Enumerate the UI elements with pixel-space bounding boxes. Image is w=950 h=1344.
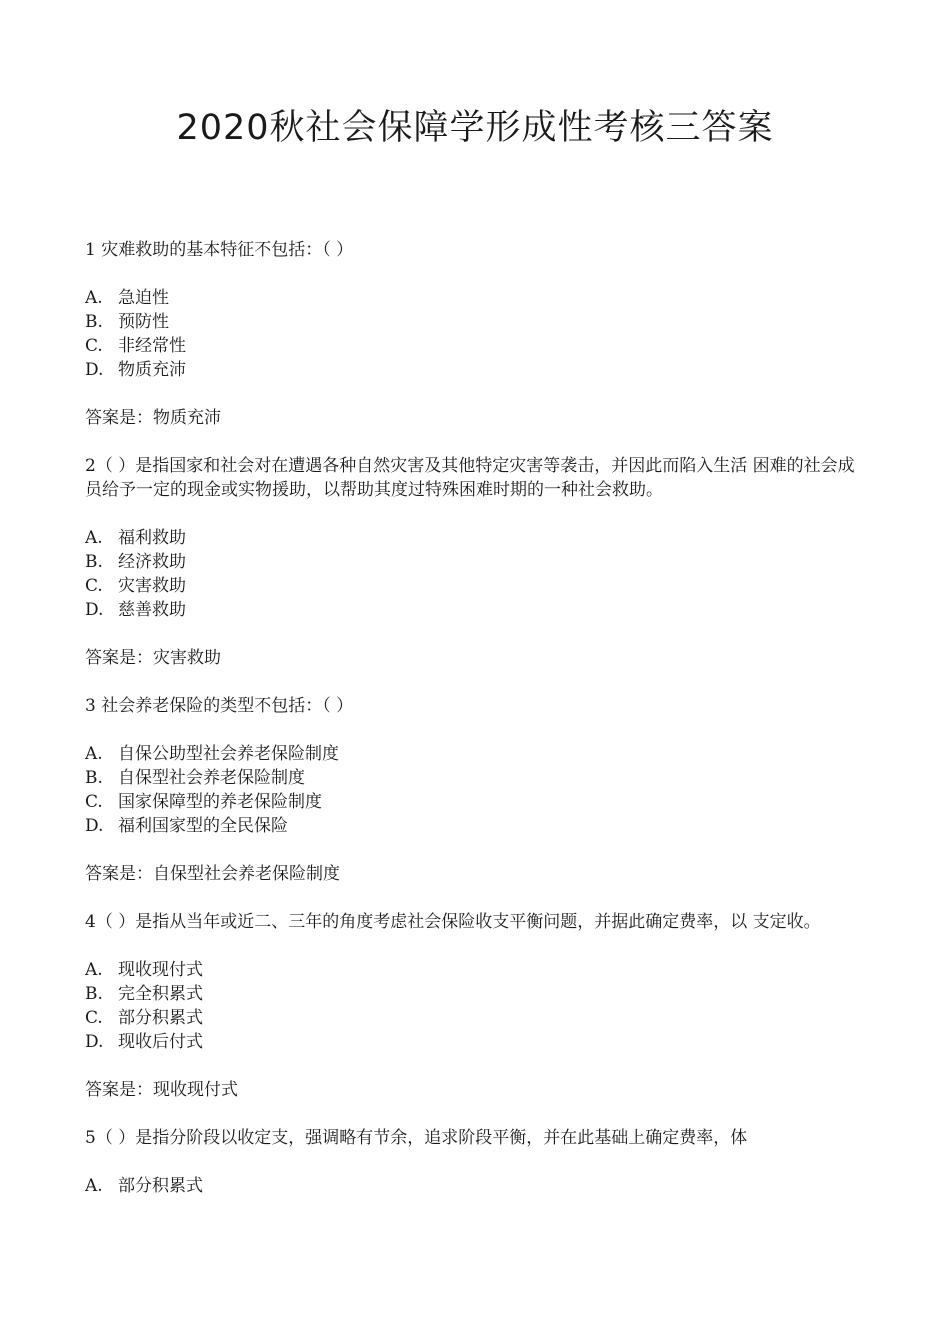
option-text: 物质充沛 — [118, 360, 186, 380]
option-key: A. — [85, 528, 103, 548]
option-list — [85, 1174, 867, 1198]
option-text: 现收后付式 — [118, 1032, 203, 1052]
option-key: B. — [85, 768, 103, 788]
option-list — [85, 742, 867, 838]
question-list — [85, 238, 867, 1222]
question-text: 1 灾难救助的基本特征不包括：（ ） — [85, 240, 354, 260]
option-text: 灾害救助 — [118, 576, 186, 596]
option-a — [85, 526, 867, 550]
option-key: D. — [85, 1032, 104, 1052]
option-c — [85, 1006, 867, 1030]
question-text: 3 社会养老保险的类型不包括：（ ） — [85, 696, 354, 716]
document-title: 2020秋社会保障学形成性考核三答案 — [176, 108, 774, 148]
question-4 — [85, 910, 867, 1102]
option-b — [85, 982, 867, 1006]
option-d — [85, 1030, 867, 1054]
option-c — [85, 574, 867, 598]
option-text: 部分积累式 — [118, 1176, 203, 1196]
question-2 — [85, 454, 867, 670]
option-b — [85, 550, 867, 574]
option-c — [85, 790, 867, 814]
answer-text: 答案是：现收现付式 — [85, 1080, 238, 1100]
option-key: A. — [85, 960, 103, 980]
option-key: B. — [85, 984, 103, 1004]
option-key: D. — [85, 816, 104, 836]
option-text: 部分积累式 — [118, 1008, 203, 1028]
option-key: A. — [85, 1176, 103, 1196]
option-text: 现收现付式 — [118, 960, 203, 980]
option-text: 急迫性 — [118, 288, 169, 308]
option-a — [85, 958, 867, 982]
option-text: 自保型社会养老保险制度 — [118, 768, 305, 788]
option-key: C. — [85, 792, 103, 812]
option-d — [85, 358, 867, 382]
option-key: B. — [85, 552, 103, 572]
answer-text: 答案是：灾害救助 — [85, 648, 221, 668]
option-key: C. — [85, 576, 103, 596]
option-a — [85, 286, 867, 310]
option-b — [85, 766, 867, 790]
option-key: D. — [85, 600, 104, 620]
option-key: C. — [85, 1008, 103, 1028]
option-key: B. — [85, 312, 103, 332]
question-text: 4（ ）是指从当年或近二、三年的角度考虑社会保险收支平衡问题，并据此确定费率，以 支定收。 — [85, 912, 821, 932]
option-key: A. — [85, 288, 103, 308]
option-key: C. — [85, 336, 103, 356]
option-list — [85, 526, 867, 622]
option-key: A. — [85, 744, 103, 764]
option-text: 完全积累式 — [118, 984, 203, 1004]
answer-text: 答案是：自保型社会养老保险制度 — [85, 864, 340, 884]
option-a — [85, 1174, 867, 1198]
option-a — [85, 742, 867, 766]
answer-text: 答案是：物质充沛 — [85, 408, 221, 428]
option-b — [85, 310, 867, 334]
question-5 — [85, 1126, 867, 1198]
option-text: 福利救助 — [118, 528, 186, 548]
option-text: 非经常性 — [118, 336, 186, 356]
option-text: 慈善救助 — [118, 600, 186, 620]
question-text: 5（ ）是指分阶段以收定支，强调略有节余，追求阶段平衡，并在此基础上确定费率，体 — [85, 1128, 748, 1148]
option-list — [85, 958, 867, 1054]
question-1 — [85, 238, 867, 430]
option-key: D. — [85, 360, 104, 380]
option-text: 预防性 — [118, 312, 169, 332]
question-text: 2（ ）是指国家和社会对在遭遇各种自然灾害及其他特定灾害等袭击，并因此而陷入生活 困难的社会成员给予一定的现金或实物援助，以帮助其度过特殊困难时期的一种社会救助。 — [85, 456, 855, 500]
question-3 — [85, 694, 867, 886]
option-text: 经济救助 — [118, 552, 186, 572]
option-list — [85, 286, 867, 382]
option-text: 自保公助型社会养老保险制度 — [118, 744, 339, 764]
option-d — [85, 598, 867, 622]
option-text: 福利国家型的全民保险 — [118, 816, 288, 836]
option-d — [85, 814, 867, 838]
option-c — [85, 334, 867, 358]
option-text: 国家保障型的养老保险制度 — [118, 792, 322, 812]
